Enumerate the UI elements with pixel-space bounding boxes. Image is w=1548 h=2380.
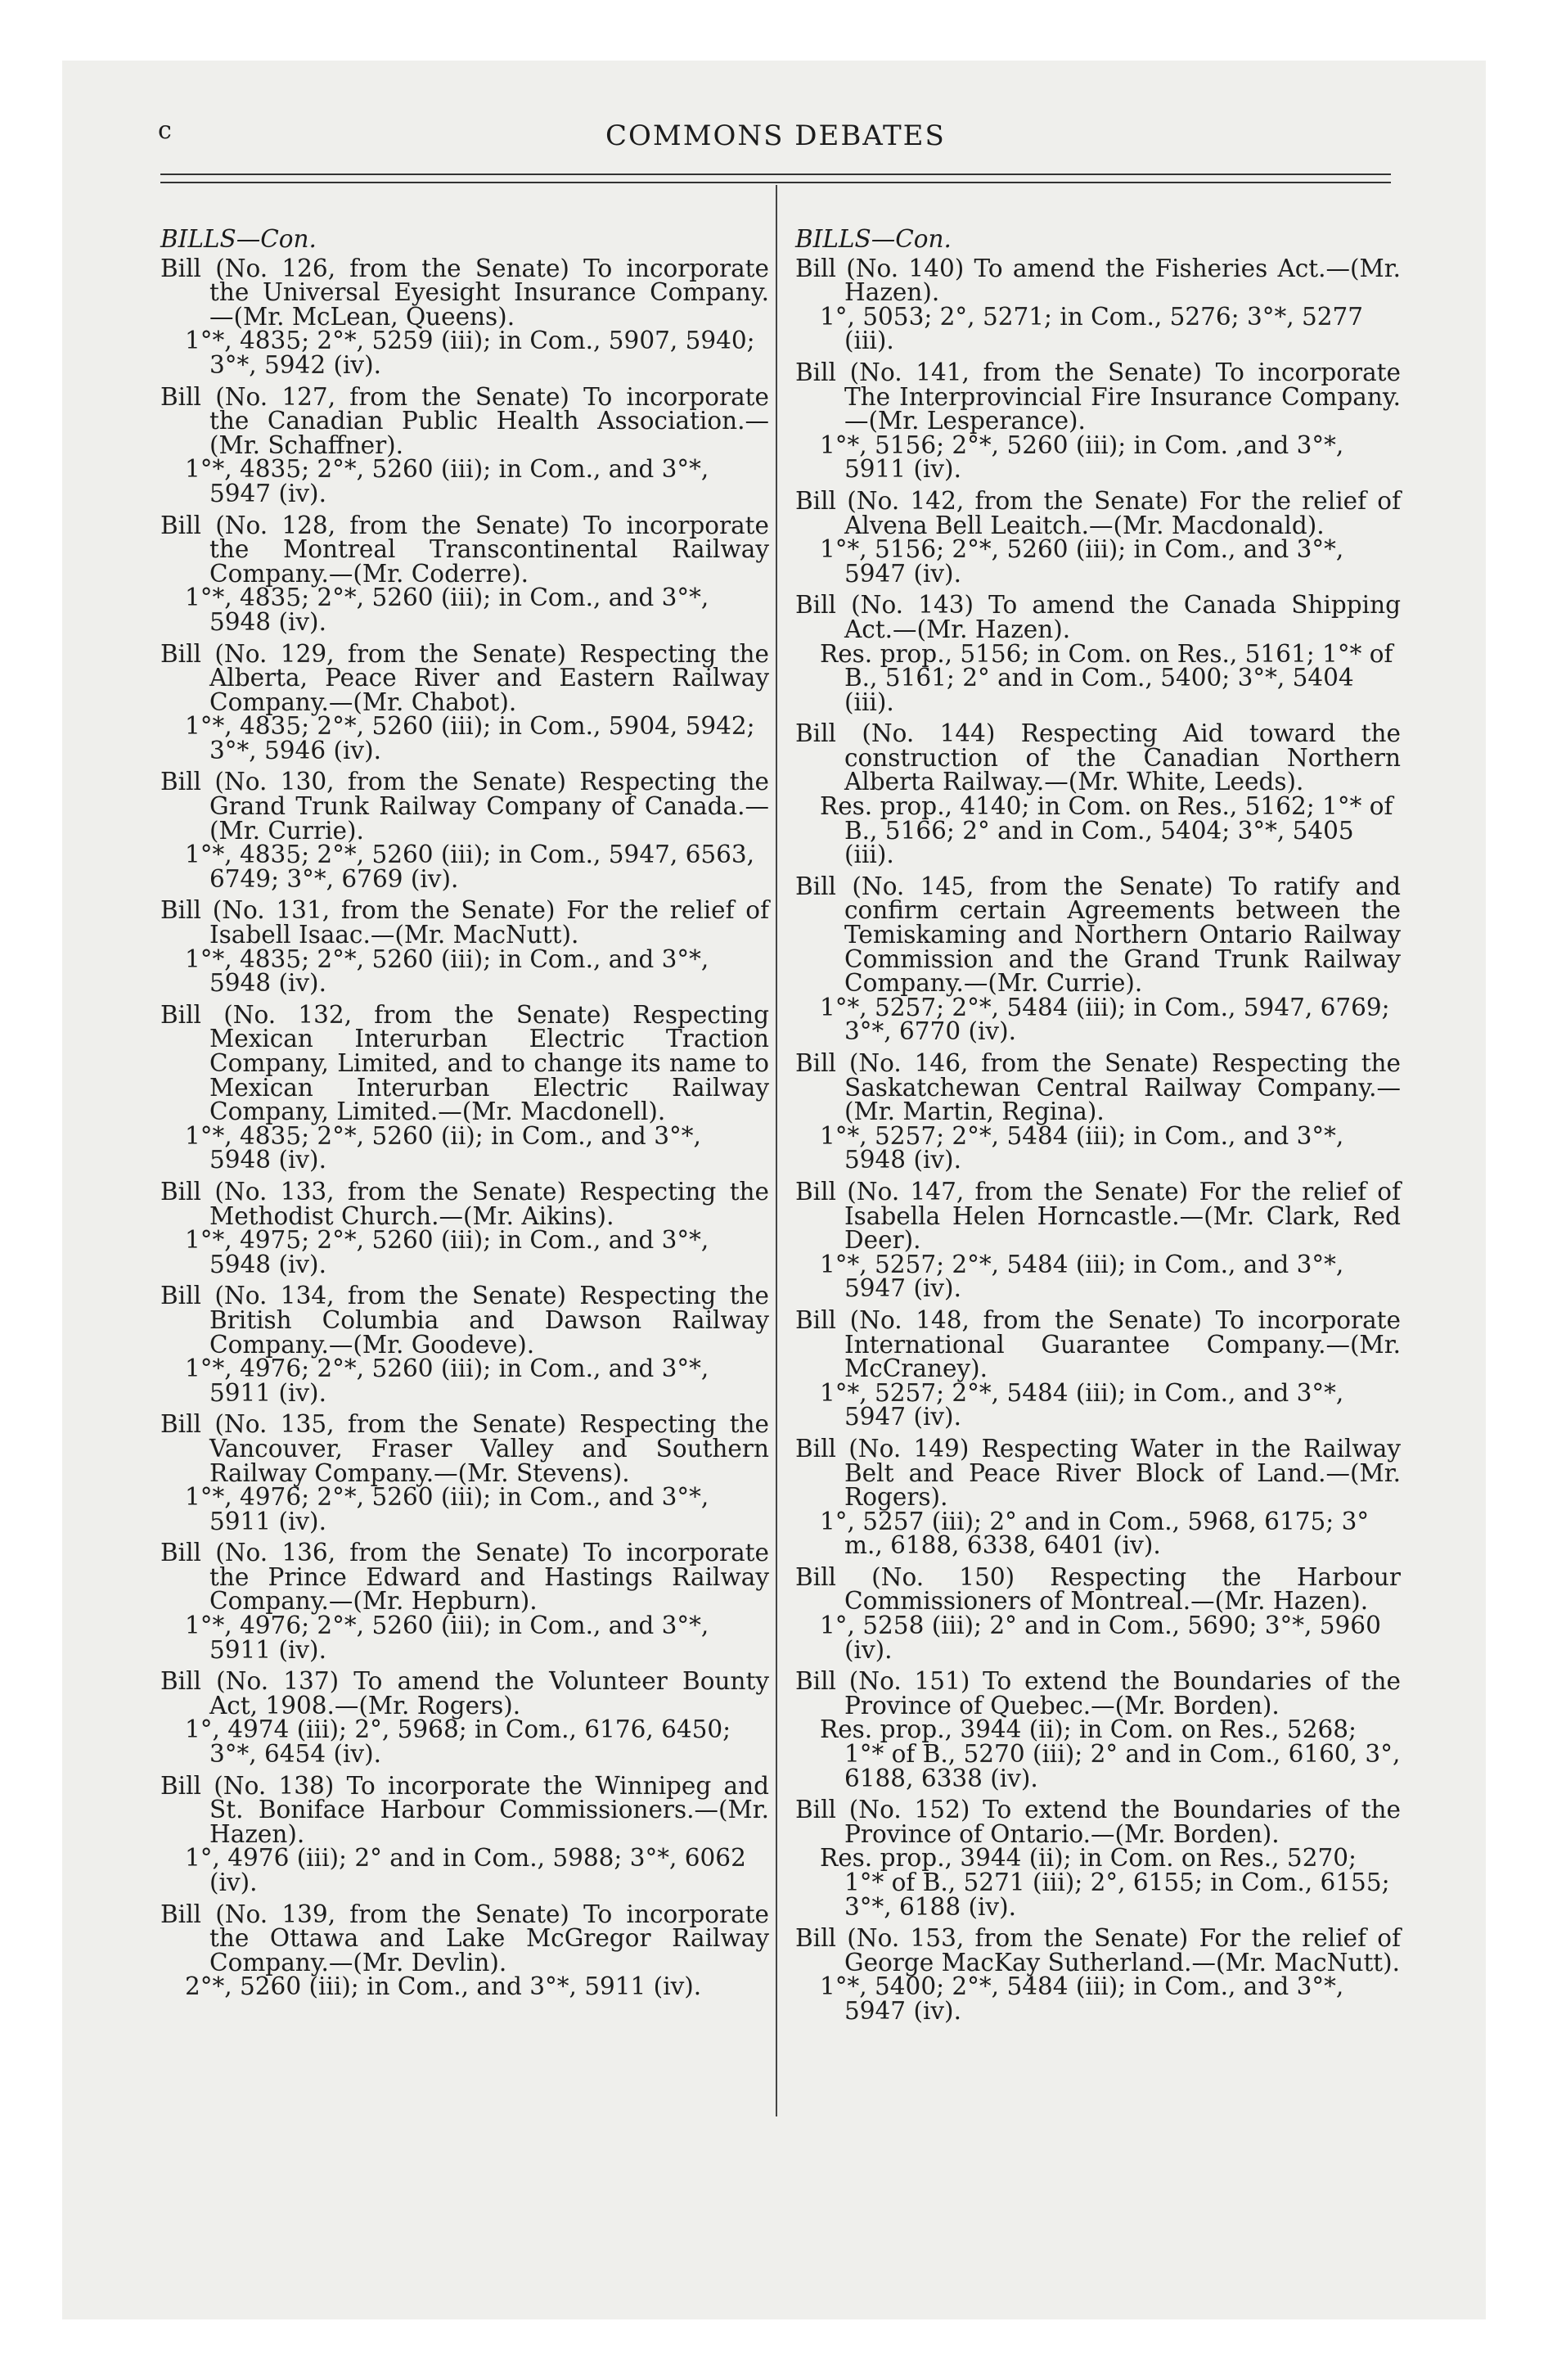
bill-references: 1°, 4976 (iii); 2° and in Com., 5988; 3°*, 6062 (iv). (185, 1844, 746, 1896)
right-column (795, 225, 1401, 2031)
bill-entry (160, 254, 769, 379)
bill-entry (160, 382, 769, 507)
bill-references: 1°, 5053; 2°, 5271; in Com., 5276; 3°*, 5277 (iii). (820, 302, 1364, 355)
bill-references: 1°*, 4975; 2°*, 5260 (iii); in Com., and 3°*, 5948 (iv). (185, 1226, 709, 1278)
bill-title: Bill (No. 147, from the Senate) For the relief of Isabella Helen Horncastle.—(Mr. Clark, Red Deer). (795, 1177, 1401, 1255)
bill-title: Bill (No. 129, from the Senate) Respecting the Alberta, Peace River and Eastern Railway Company.—(Mr. Chabot). (160, 639, 769, 716)
bill-references: 1°*, 4835; 2°*, 5260 (iii); in Com., and 3°*, 5947 (iv). (185, 455, 709, 507)
bill-title: Bill (No. 128, from the Senate) To incorporate the Montreal Transcontinental Railway Company.—(Mr. Coderre). (160, 511, 769, 588)
bill-references: 1°*, 4835; 2°*, 5260 (iii); in Com., and 3°*, 5948 (iv). (185, 584, 709, 636)
bill-entry (795, 1924, 1401, 2025)
bill-title: Bill (No. 139, from the Senate) To incorporate the Ottawa and Lake McGregor Railway Company.—(Mr. Devlin). (160, 1900, 769, 1977)
bill-entry (795, 719, 1401, 869)
bill-title: Bill (No. 150) Respecting the Harbour Commissioners of Montreal.—(Mr. Hazen). (795, 1562, 1401, 1616)
bill-entry (795, 1049, 1401, 1174)
bill-title: Bill (No. 148, from the Senate) To incorporate International Guarantee Company.—(Mr. McCraney). (795, 1305, 1401, 1383)
bill-references: 1°, 5258 (iii); 2° and in Com., 5690; 3°*, 5960 (iv). (820, 1611, 1381, 1664)
bill-references: 2°*, 5260 (iii); in Com., and 3°*, 5911 (iv). (185, 1972, 702, 2001)
page-letter: c (158, 116, 172, 145)
bill-title: Bill (No. 143) To amend the Canada Shipping Act.—(Mr. Hazen). (795, 591, 1401, 643)
right-column-heading: BILLS—Con. (795, 225, 952, 253)
bill-title: Bill (No. 141, from the Senate) To incorporate The Interprovincial Fire Insurance Company.—(Mr. Lesperance). (795, 358, 1401, 435)
bill-title: Bill (No. 127, from the Senate) To incorporate the Canadian Public Health Association.—(Mr. Schaffner). (160, 382, 769, 459)
bill-entry (160, 1667, 769, 1769)
bill-entry (795, 1305, 1401, 1431)
bill-references: Res. prop., 3944 (ii); in Com. on Res., 5268; 1°* of B., 5270 (iii); 2° and in Com., 6160, 3°, 6188, 6338 (iv). (820, 1715, 1401, 1792)
bill-references: 1°*, 5257; 2°*, 5484 (iii); in Com., and 3°*, 5948 (iv). (820, 1121, 1344, 1174)
bill-entry (795, 872, 1401, 1046)
bill-references: 1°*, 5400; 2°*, 5484 (iii); in Com., and 3°*, 5947 (iv). (820, 1972, 1344, 2025)
bill-references: 1°*, 4835; 2°*, 5260 (iii); in Com., 5947, 6563, 6749; 3°*, 6769 (iv). (185, 841, 755, 893)
bill-references: 1°*, 5156; 2°*, 5260 (iii); in Com. ,and 3°*, 5911 (iv). (820, 430, 1344, 484)
bill-entry (160, 1900, 769, 2001)
bill-entry (160, 639, 769, 764)
bill-references: Res. prop., 3944 (ii); in Com. on Res., 5270; 1°* of B., 5271 (iii); 2°, 6155; in Com., 6155; 3°*, 6188 (iv). (820, 1844, 1390, 1921)
bill-references: 1°*, 5257; 2°*, 5484 (iii); in Com., and 3°*, 5947 (iv). (820, 1250, 1344, 1303)
bill-title: Bill (No. 152) To extend the Boundaries of the Province of Ontario.—(Mr. Borden). (795, 1796, 1401, 1848)
bill-references: 1°*, 4976; 2°*, 5260 (iii); in Com., and 3°*, 5911 (iv). (185, 1611, 709, 1664)
bill-title: Bill (No. 144) Respecting Aid toward the construction of the Canadian Northern Alberta Railway.—(Mr. White, Leeds). (795, 719, 1401, 796)
bill-entry (795, 593, 1401, 714)
bill-entry (160, 896, 769, 998)
bill-references: 1°*, 4835; 2°*, 5259 (iii); in Com., 5907, 5940; 3°*, 5942 (iv). (185, 327, 755, 379)
bill-references: 1°*, 4835; 2°*, 5260 (ii); in Com., and 3°*, 5948 (iv). (185, 1121, 701, 1174)
bill-title: Bill (No. 137) To amend the Volunteer Bounty Act, 1908.—(Mr. Rogers). (160, 1667, 769, 1720)
bill-references: 1°*, 5156; 2°*, 5260 (iii); in Com., and 3°*, 5947 (iv). (820, 535, 1344, 588)
left-column-heading: BILLS—Con. (160, 225, 317, 253)
page-title: COMMONS DEBATES (605, 119, 946, 152)
bill-entry (160, 511, 769, 636)
bill-entry (795, 1434, 1401, 1560)
bill-entry (160, 1284, 769, 1405)
header-rule-bottom (160, 182, 1391, 183)
bill-references: 1°, 4974 (iii); 2°, 5968; in Com., 6176, 6450; 3°*, 6454 (iv). (185, 1715, 731, 1769)
bill-title: Bill (No. 135, from the Senate) Respecting the Vancouver, Fraser Valley and Southern Railway Company.—(Mr. Stevens). (160, 1410, 769, 1487)
bill-references: 1°*, 4976; 2°*, 5260 (iii); in Com., and 3°*, 5911 (iv). (185, 1483, 709, 1535)
bill-references: Res. prop., 5156; in Com. on Res., 5161; 1°* of B., 5161; 2° and in Com., 5400; 3°*, 5404 (iii). (820, 639, 1393, 716)
bill-entry (795, 358, 1401, 484)
bill-entry (160, 1771, 769, 1896)
bill-entry (795, 254, 1401, 355)
bill-title: Bill (No. 140) To amend the Fisheries Act.—(Mr. Hazen). (795, 254, 1401, 307)
bill-entry (795, 1177, 1401, 1303)
bill-title: Bill (No. 153, from the Senate) For the relief of George MacKay Sutherland.—(Mr. MacNutt). (795, 1924, 1401, 1977)
bill-title: Bill (No. 130, from the Senate) Respecting the Grand Trunk Railway Company of Canada.—(Mr. Currie). (160, 768, 769, 845)
bill-title: Bill (No. 146, from the Senate) Respecting the Saskatchewan Central Railway Company.—(Mr. Martin, Regina). (795, 1049, 1401, 1126)
bill-title: Bill (No. 132, from the Senate) Respecting Mexican Interurban Electric Traction Company, Limited, and to change its name to Mexican Interurban Electric Railway Company, Limited.—(Mr. Macdonell). (160, 1000, 769, 1126)
bill-entry (160, 770, 769, 891)
right-entry-list (795, 254, 1401, 2025)
bill-title: Bill (No. 151) To extend the Boundaries of the Province of Quebec.—(Mr. Borden). (795, 1667, 1401, 1720)
bill-references: 1°*, 5257; 2°*, 5484 (iii); in Com., and 3°*, 5947 (iv). (820, 1378, 1344, 1431)
left-entry-list (160, 254, 769, 2001)
bill-title: Bill (No. 126, from the Senate) To incorporate the Universal Eyesight Insurance Company.—(Mr. McLean, Queens). (160, 254, 769, 331)
bill-entry (160, 1541, 769, 1662)
bill-title: Bill (No. 131, from the Senate) For the relief of Isabell Isaac.—(Mr. MacNutt). (160, 896, 769, 949)
bill-entry (160, 1000, 769, 1174)
bill-entry (795, 1667, 1401, 1792)
bill-references: 1°*, 4976; 2°*, 5260 (iii); in Com., and 3°*, 5911 (iv). (185, 1355, 709, 1407)
bill-title: Bill (No. 134, from the Senate) Respecting the British Columbia and Dawson Railway Company.—(Mr. Goodeve). (160, 1282, 769, 1359)
bill-title: Bill (No. 133, from the Senate) Respecting the Methodist Church.—(Mr. Aikins). (160, 1177, 769, 1230)
bill-entry (160, 1177, 769, 1278)
column-divider (776, 185, 777, 2116)
bill-references: Res. prop., 4140; in Com. on Res., 5162; 1°* of B., 5166; 2° and in Com., 5404; 3°*, 5405 (iii). (820, 792, 1393, 869)
header-rule-top (160, 174, 1391, 175)
bill-title: Bill (No. 138) To incorporate the Winnipeg and St. Boniface Harbour Commissioners.—(Mr. Hazen). (160, 1771, 769, 1848)
bill-entry (795, 486, 1401, 588)
bill-entry (160, 1410, 769, 1535)
bill-entry (795, 1562, 1401, 1664)
left-column (160, 225, 769, 2007)
bill-references: 1°*, 5257; 2°*, 5484 (iii); in Com., 5947, 6769; 3°*, 6770 (iv). (820, 993, 1390, 1046)
bill-title: Bill (No. 149) Respecting Water in the Railway Belt and Peace River Block of Land.—(Mr. Rogers). (795, 1434, 1401, 1512)
bill-title: Bill (No. 136, from the Senate) To incorporate the Prince Edward and Hastings Railway Company.—(Mr. Hepburn). (160, 1539, 769, 1616)
bill-references: 1°*, 4835; 2°*, 5260 (iii); in Com., and 3°*, 5948 (iv). (185, 944, 709, 998)
bill-title: Bill (No. 142, from the Senate) For the relief of Alvena Bell Leaitch.—(Mr. Macdonald). (795, 486, 1401, 539)
bill-entry (795, 1798, 1401, 1919)
bill-references: 1°, 5257 (iii); 2° and in Com., 5968, 6175; 3° m., 6188, 6338, 6401 (iv). (820, 1507, 1370, 1560)
bill-title: Bill (No. 145, from the Senate) To ratify and confirm certain Agreements between the Temiskaming and Northern Ontario Railway Commission and the Grand Trunk Railway Company.—(Mr. Currie). (795, 872, 1401, 998)
bill-references: 1°*, 4835; 2°*, 5260 (iii); in Com., 5904, 5942; 3°*, 5946 (iv). (185, 712, 755, 764)
